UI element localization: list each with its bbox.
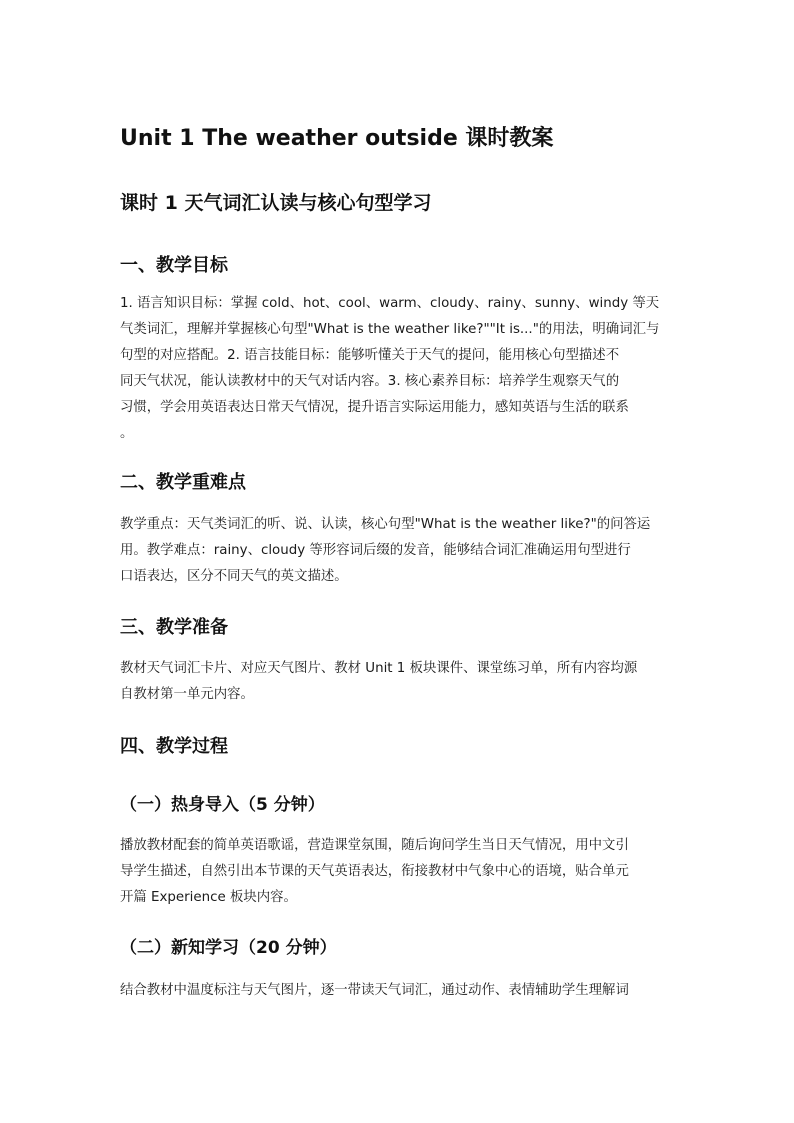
text-line: 口语表达，区分不同天气的英文描述。 <box>120 569 348 584</box>
paragraph-preparation <box>120 656 676 708</box>
document-title: Unit 1 The weather outside 课时教案 <box>120 126 554 151</box>
text-line: 自教材第一单元内容。 <box>120 687 254 702</box>
text-line: 同天气状况，能认读教材中的天气对话内容。3. 核心素养目标：培养学生观察天气的 <box>120 374 620 389</box>
section-heading-objectives: 一、教学目标 <box>120 255 228 276</box>
subsection-heading-new-learning: （二）新知学习（20 分钟） <box>120 938 337 958</box>
paragraph-key-points <box>120 512 676 590</box>
section-heading-process: 四、教学过程 <box>120 736 228 757</box>
text-line: 导学生描述，自然引出本节课的天气英语表达，衔接教材中气象中心的语境，贴合单元 <box>120 864 629 879</box>
lesson-title: 课时 1 天气词汇认读与核心句型学习 <box>120 192 432 214</box>
text-line: 结合教材中温度标注与天气图片，逐一带读天气词汇，通过动作、表情辅助学生理解词 <box>120 983 629 998</box>
section-heading-preparation: 三、教学准备 <box>120 617 228 638</box>
text-line: 教材天气词汇卡片、对应天气图片、教材 Unit 1 板块课件、课堂练习单，所有内容均源 <box>120 661 638 676</box>
paragraph-warmup <box>120 833 676 911</box>
text-line: 句型的对应搭配。2. 语言技能目标：能够听懂关于天气的提问，能用核心句型描述不 <box>120 348 620 363</box>
text-line: 教学重点：天气类词汇的听、说、认读，核心句型"What is the weather like?"的问答运 <box>120 517 651 532</box>
text-line: 习惯，学会用英语表达日常天气情况，提升语言实际运用能力，感知英语与生活的联系 <box>120 400 629 415</box>
text-line: 。 <box>120 426 134 441</box>
text-line: 开篇 Experience 板块内容。 <box>120 890 297 905</box>
paragraph-new-learning <box>120 978 676 1004</box>
paragraph-objectives <box>120 291 676 447</box>
text-line: 用。教学难点：rainy、cloudy 等形容词后缀的发音，能够结合词汇准确运用句型进行 <box>120 543 631 558</box>
text-line: 1. 语言知识目标：掌握 cold、hot、cool、warm、cloudy、rainy、sunny、windy 等天 <box>120 296 660 311</box>
section-heading-key-points: 二、教学重难点 <box>120 472 246 493</box>
text-line: 播放教材配套的简单英语歌谣，营造课堂氛围，随后询问学生当日天气情况，用中文引 <box>120 838 629 853</box>
text-line: 气类词汇，理解并掌握核心句型"What is the weather like?""It is..."的用法，明确词汇与 <box>120 322 660 337</box>
subsection-heading-warmup: （一）热身导入（5 分钟） <box>120 795 325 815</box>
